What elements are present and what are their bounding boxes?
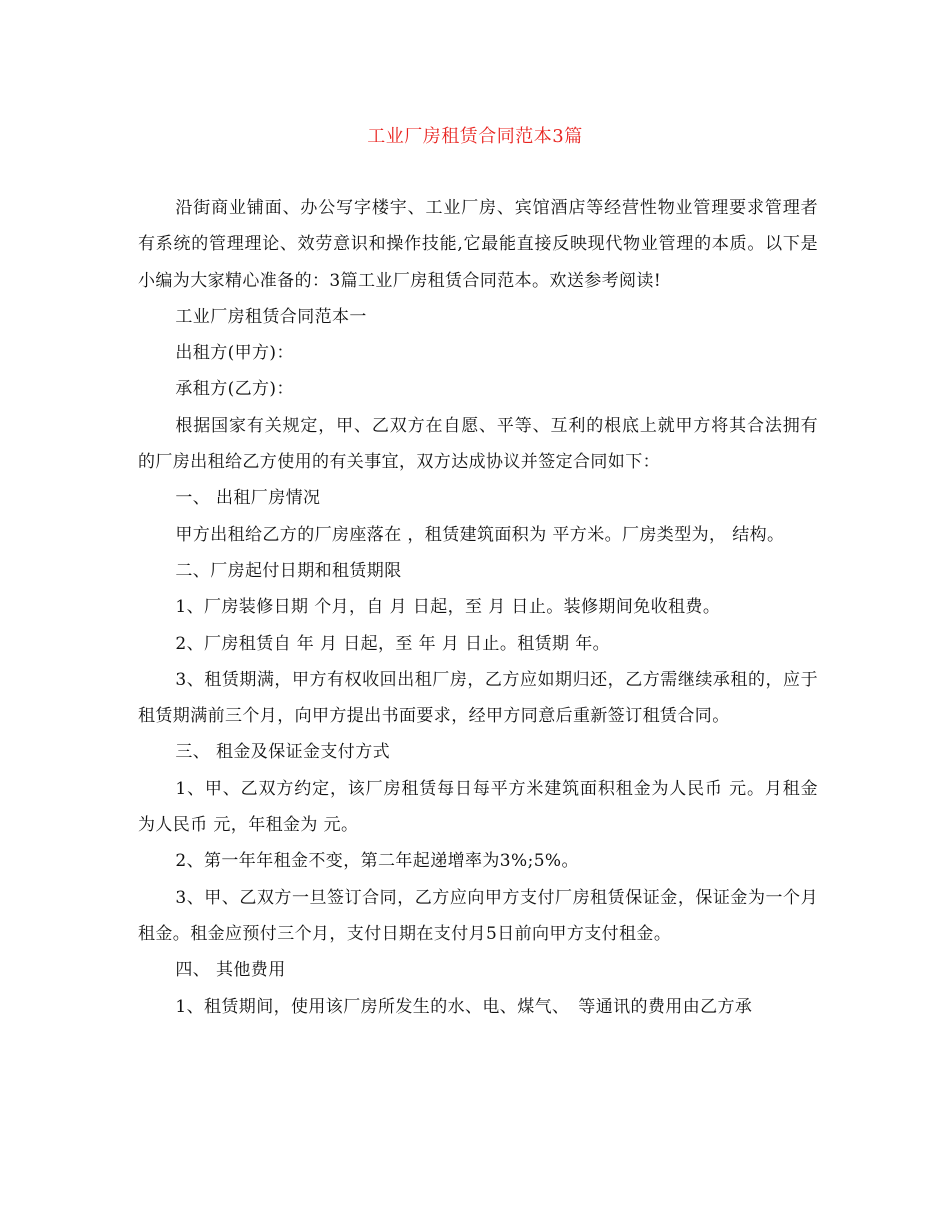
section-heading-2: 二、厂房起付日期和租赁期限 xyxy=(175,560,402,581)
clause-2-1: 1、厂房装修日期 个月，自 月 日起，至 月 日止。装修期间免收租费。 xyxy=(175,597,721,618)
paragraph-heading-sample-one: 工业厂房租赁合同范本一 xyxy=(175,306,367,327)
paragraph-lessee: 承租方(乙方)： xyxy=(175,379,294,400)
section-heading-1: 一、 出租厂房情况 xyxy=(175,488,321,509)
paragraph-factory-location: 甲方出租给乙方的厂房座落在 ，租赁建筑面积为 平方米。厂房类型为， 结构。 xyxy=(175,524,785,545)
paragraph-agreement: 根据国家有关规定，甲、乙双方在自愿、平等、互利的根底上就甲方将其合法拥有的厂房出租给乙方使用的有关事宜，双方达成协议并签定合同如下： xyxy=(138,415,818,473)
clause-4-1: 1、租赁期间，使用该厂房所发生的水、电、煤气、 等通讯的费用由乙方承 xyxy=(175,996,753,1017)
clause-3-2: 2、第一年年租金不变，第二年起递增率为3%;5%。 xyxy=(175,851,579,872)
clause-2-3: 3、租赁期满，甲方有权收回出租厂房，乙方应如期归还，乙方需继续承租的，应于租赁期满前三个月，向甲方提出书面要求，经甲方同意后重新签订租赁合同。 xyxy=(138,669,818,727)
paragraph-intro: 沿街商业铺面、办公写字楼宇、工业厂房、宾馆酒店等经营性物业管理要求管理者有系统的管理理论、效劳意识和操作技能,它最能直接反映现代物业管理的本质。以下是小编为大家精心准备的：3篇工业厂房租赁合同范本。欢送参考阅读! xyxy=(138,198,818,291)
section-heading-3: 三、 租金及保证金支付方式 xyxy=(175,742,390,763)
document-body xyxy=(138,190,818,1025)
paragraph-lessor: 出租方(甲方)： xyxy=(175,343,294,364)
clause-2-2: 2、厂房租赁自 年 月 日起，至 年 月 日止。租赁期 年。 xyxy=(175,633,611,654)
section-heading-4: 四、 其他费用 xyxy=(175,960,286,981)
clause-3-1: 1、甲、乙双方约定，该厂房租赁每日每平方米建筑面积租金为人民币 元。月租金为人民币 元，年租金为 元。 xyxy=(138,778,818,836)
clause-3-3: 3、甲、乙双方一旦签订合同，乙方应向甲方支付厂房租赁保证金，保证金为一个月租金。租金应预付三个月，支付日期在支付月5日前向甲方支付租金。 xyxy=(138,887,818,944)
document-title: 工业厂房租赁合同范本3篇 xyxy=(367,126,583,147)
